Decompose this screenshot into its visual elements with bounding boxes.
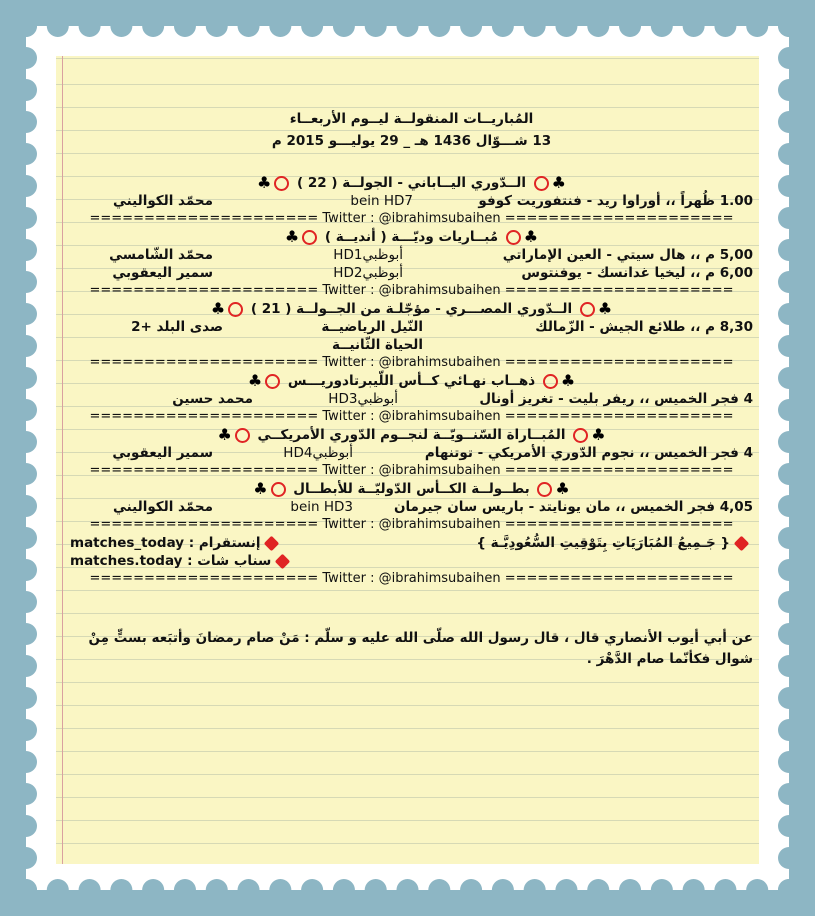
match-time-teams: 4,05 فجر الخميس ،، مان يونايتد - باريس سان جيرمان [393,499,753,515]
club-icon: ♣ [597,299,613,318]
match-row [70,246,753,264]
hadith [70,628,753,670]
channel: bein HD3 [290,499,353,515]
circle-icon [265,374,280,389]
notes-row [70,552,753,570]
page-title: المُباريــات المنقولــة ليــوم الأربعــاء [289,111,534,127]
section-title: الــدّوري المصـــري - مؤجّلـة من الجــولــة ( 21 ) [250,301,573,317]
channel: النّيل الرياضيــة [321,319,423,335]
section-heading [70,174,753,192]
diamond-icon [275,553,291,569]
separator: ===================== Twitter : @ibrahimsubaihen ===================== [89,517,734,532]
section-title: المُبــاراة السّنــويّــة لنجــوم الدّوري الأمريكــي [257,427,566,443]
club-icon: ♣ [217,425,232,444]
hadith-line-1: عن أبي أيوب الأنصاري قال ، قال رسول الله صلّى الله عليه و سلّم : مَنْ صام رمضانَ وأتبَعه بستٍّ مِنْ [88,630,753,646]
club-icon: ♣ [253,479,268,498]
match-time-teams: 6,00 م ،، ليخيا غدانسك - يوفنتوس [521,265,753,281]
commentator: صدى البلد +2 [131,319,223,335]
club-icon: ♣ [210,299,226,318]
match-row [70,192,753,210]
club-icon: ♣ [551,173,567,192]
match-time-teams: 8,30 م ،، طلائع الجيش - الزّمالك [535,319,753,335]
channel: أبوظبيHD2 [333,265,403,281]
separator: ===================== Twitter : @ibrahimsubaihen ===================== [89,409,734,424]
channel: bein HD7 [350,193,413,209]
snapchat-text: سناب شات : matches.today [70,553,272,569]
circle-icon [573,428,588,443]
diamond-icon [734,535,750,551]
channel-2: الحياة الثّانيــة [332,337,423,353]
saudi-time-note [476,534,753,552]
circle-icon [537,482,552,497]
match-time-teams: 5,00 م ،، هال سيتي - العين الإماراتي [502,247,753,263]
circle-icon [235,428,250,443]
commentator: سمير اليعقوبي [112,445,213,461]
circle-icon [228,302,243,317]
margin-line [62,56,63,864]
section-title: ذهــاب نهـائي كــأس اللّيبرتادوريـــس [287,373,536,389]
match-row [70,390,753,408]
match-row [70,444,753,462]
club-icon: ♣ [284,227,300,246]
circle-icon [274,176,289,191]
separator: ===================== Twitter : @ibrahimsubaihen ===================== [89,463,734,478]
commentator: محمد حسين [172,391,253,407]
instagram-note [70,534,283,552]
section-heading [70,426,753,444]
club-icon: ♣ [591,425,606,444]
match-time-teams: 4 فجر الخميس ،، ريفر بليت - تغريز أونال [479,391,753,407]
match-time-teams: 4 فجر الخميس ،، نجوم الدّوري الأمريكي - توتنهام [424,445,753,461]
commentator: سمير اليعقوبي [112,265,213,281]
notes-row [70,534,753,552]
match-row [70,318,753,336]
channel: أبوظبيHD1 [333,247,403,263]
circle-icon [543,374,558,389]
hadith-line-2: شوال فكأنّما صام الدَّهْرَ . [586,651,753,667]
club-icon: ♣ [555,479,570,498]
date-line: 13 شـــوّال 1436 هـ _ 29 يوليـــو 2015 م [271,133,552,149]
match-row [70,264,753,282]
channel: أبوظبيHD3 [328,391,398,407]
section-heading [70,300,753,318]
circle-icon [580,302,595,317]
section-title: مُبــاريات وديّـــة ( أنديــة ) [324,229,499,245]
club-icon: ♣ [523,227,539,246]
separator: ===================== Twitter : @ibrahimsubaihen ===================== [89,571,734,586]
club-icon: ♣ [256,173,272,192]
commentator: محمّد الكواليني [112,193,213,209]
match-row [70,498,753,516]
diamond-icon [264,535,280,551]
notepaper [56,56,759,864]
circle-icon [506,230,521,245]
match-time-teams: 1.00 ظُهراً ،، أوراوا ريد - فنتفوريت كوفو [478,193,753,209]
separator: ===================== Twitter : @ibrahimsubaihen ===================== [89,283,734,298]
content [70,108,753,670]
section-heading [70,228,753,246]
commentator: محمّد الكواليني [112,499,213,515]
saudi-time-text: { جَـمِيعُ المُبَارَيَاتِ بِتَوْقِيتِ السُّعُودِيَّـة } [476,535,730,551]
channel: أبوظبيHD4 [283,445,353,461]
club-icon: ♣ [247,371,263,390]
separator: ===================== Twitter : @ibrahimsubaihen ===================== [89,211,734,226]
section-title: الــدّوري اليــاباني - الجولــة ( 22 ) [297,175,526,191]
section-heading [70,372,753,390]
circle-icon [302,230,317,245]
commentator: محمّد الشّامسي [109,247,213,263]
club-icon: ♣ [560,371,576,390]
instagram-text: إنستقرام : matches_today [70,535,261,551]
section-title: بطــولــة الكــأس الدّوليّــة للأبطــال [293,481,530,497]
circle-icon [534,176,549,191]
section-heading [70,480,753,498]
match-row-cont [70,336,753,354]
circle-icon [271,482,286,497]
separator: ===================== Twitter : @ibrahimsubaihen ===================== [89,355,734,370]
snapchat-note [70,552,294,570]
